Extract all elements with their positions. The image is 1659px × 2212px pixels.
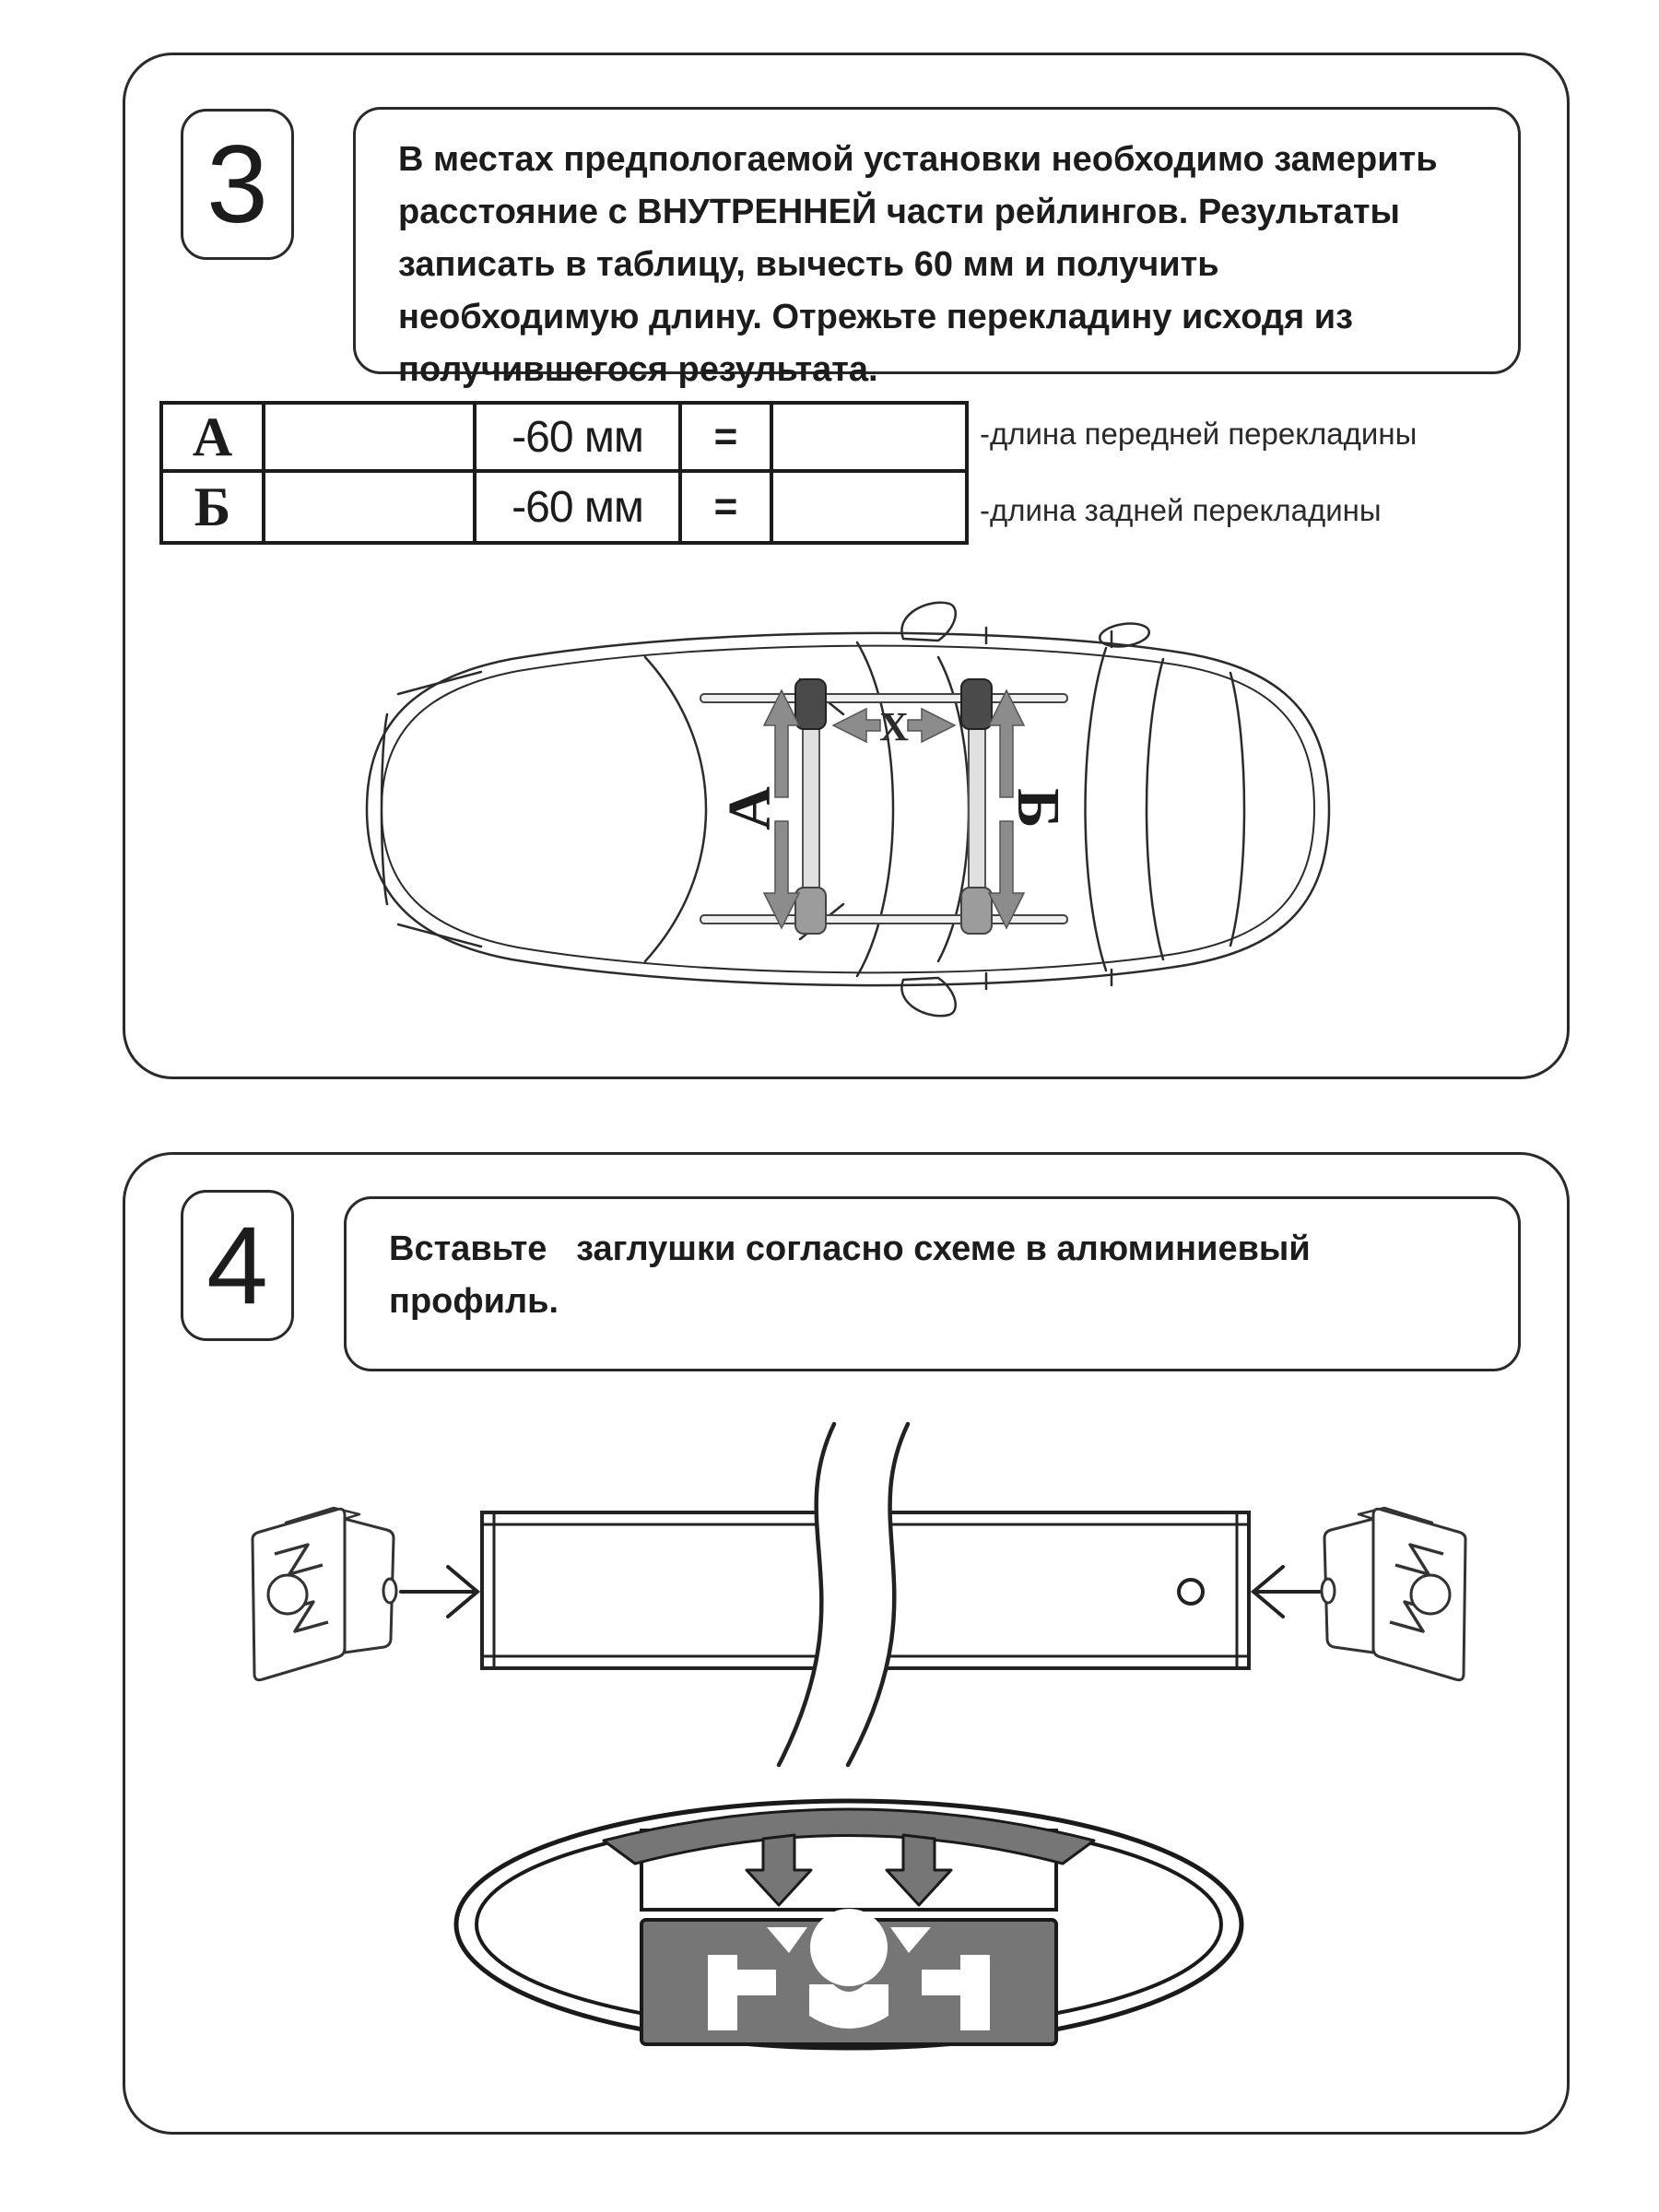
step3-number: 3	[206, 123, 268, 246]
step4-instruction-line: профиль.	[389, 1282, 559, 1321]
step3-instruction-line: необходимую длину. Отрежьте перекладину исходя из	[398, 298, 1354, 336]
table-row-a-subtract: -60 мм	[477, 405, 682, 473]
table-row-b-label: Б	[163, 473, 265, 541]
rear-window-outer	[1086, 648, 1107, 971]
arrow-left-icon	[1253, 1567, 1330, 1617]
arrow-left-icon	[833, 709, 880, 742]
end-cap-right	[1322, 1508, 1465, 1680]
step3-number-badge	[181, 109, 294, 260]
table-row-a-result-cell	[773, 405, 965, 473]
step3-instruction-line: записать в таблицу, вычесть 60 мм и получить	[398, 245, 1219, 284]
arrow-down-icon	[989, 821, 1024, 928]
antenna	[1099, 620, 1151, 649]
arrow-down-icon	[764, 821, 799, 928]
table-row-a-measured-cell	[265, 405, 477, 473]
front-bar-label: А	[716, 786, 783, 830]
table-row-b-result-cell	[773, 473, 965, 541]
trunk-line	[1230, 673, 1244, 946]
table-row-a-label: А	[163, 405, 265, 473]
hood-cowl-line	[645, 657, 706, 961]
step4-number: 4	[206, 1204, 268, 1327]
step3-instruction-line: В местах предпологаемой установки необходимо замерить	[398, 140, 1438, 179]
table-row-b-measured-cell	[265, 473, 477, 541]
profile-insertion-diagram	[230, 1401, 1475, 1779]
rear-crossbar	[961, 679, 992, 934]
table-row-b-subtract: -60 мм	[477, 473, 682, 541]
car-top-view-diagram	[341, 585, 1355, 1032]
front-bar-caption: -длина передней перекладины	[980, 417, 1418, 451]
step4-number-badge	[181, 1190, 294, 1341]
table-row-b-equals: =	[682, 473, 773, 541]
front-crossbar	[795, 679, 826, 934]
step4-instruction-line: Вставьте заглушки согласно схеме в алюминиевый	[389, 1230, 1311, 1268]
measurement-table	[159, 401, 969, 545]
headlight-left-bottom	[398, 924, 481, 947]
spacing-label: X	[879, 704, 909, 749]
rear-bar-label: Б	[1005, 788, 1072, 829]
end-cap-left	[253, 1508, 396, 1680]
rear-bar-caption: -длина задней перекладины	[980, 493, 1382, 527]
arrow-up-icon	[764, 690, 799, 797]
car-body-outline	[367, 603, 1329, 1017]
crossbar-cross-section	[424, 1774, 1272, 2069]
step3-instruction-line: расстояние с ВНУТРЕННЕЙ части рейлингов. Результаты	[398, 193, 1400, 231]
bolt-channel-block	[641, 1909, 1056, 2044]
front-bumper-line	[382, 714, 387, 904]
table-row-a-equals: =	[682, 405, 773, 473]
step3-instruction-box	[353, 107, 1521, 389]
arrow-right-icon	[908, 709, 955, 742]
headlight-left-top	[398, 672, 481, 694]
arrow-right-icon	[401, 1567, 477, 1617]
profile-hole	[1179, 1580, 1203, 1604]
rear-window-inner	[1147, 659, 1163, 959]
step4-instruction-box	[344, 1196, 1521, 1371]
windshield-outer	[857, 642, 893, 976]
arrow-up-icon	[989, 690, 1024, 797]
step3-instruction-line: получившегося результата.	[398, 350, 878, 389]
